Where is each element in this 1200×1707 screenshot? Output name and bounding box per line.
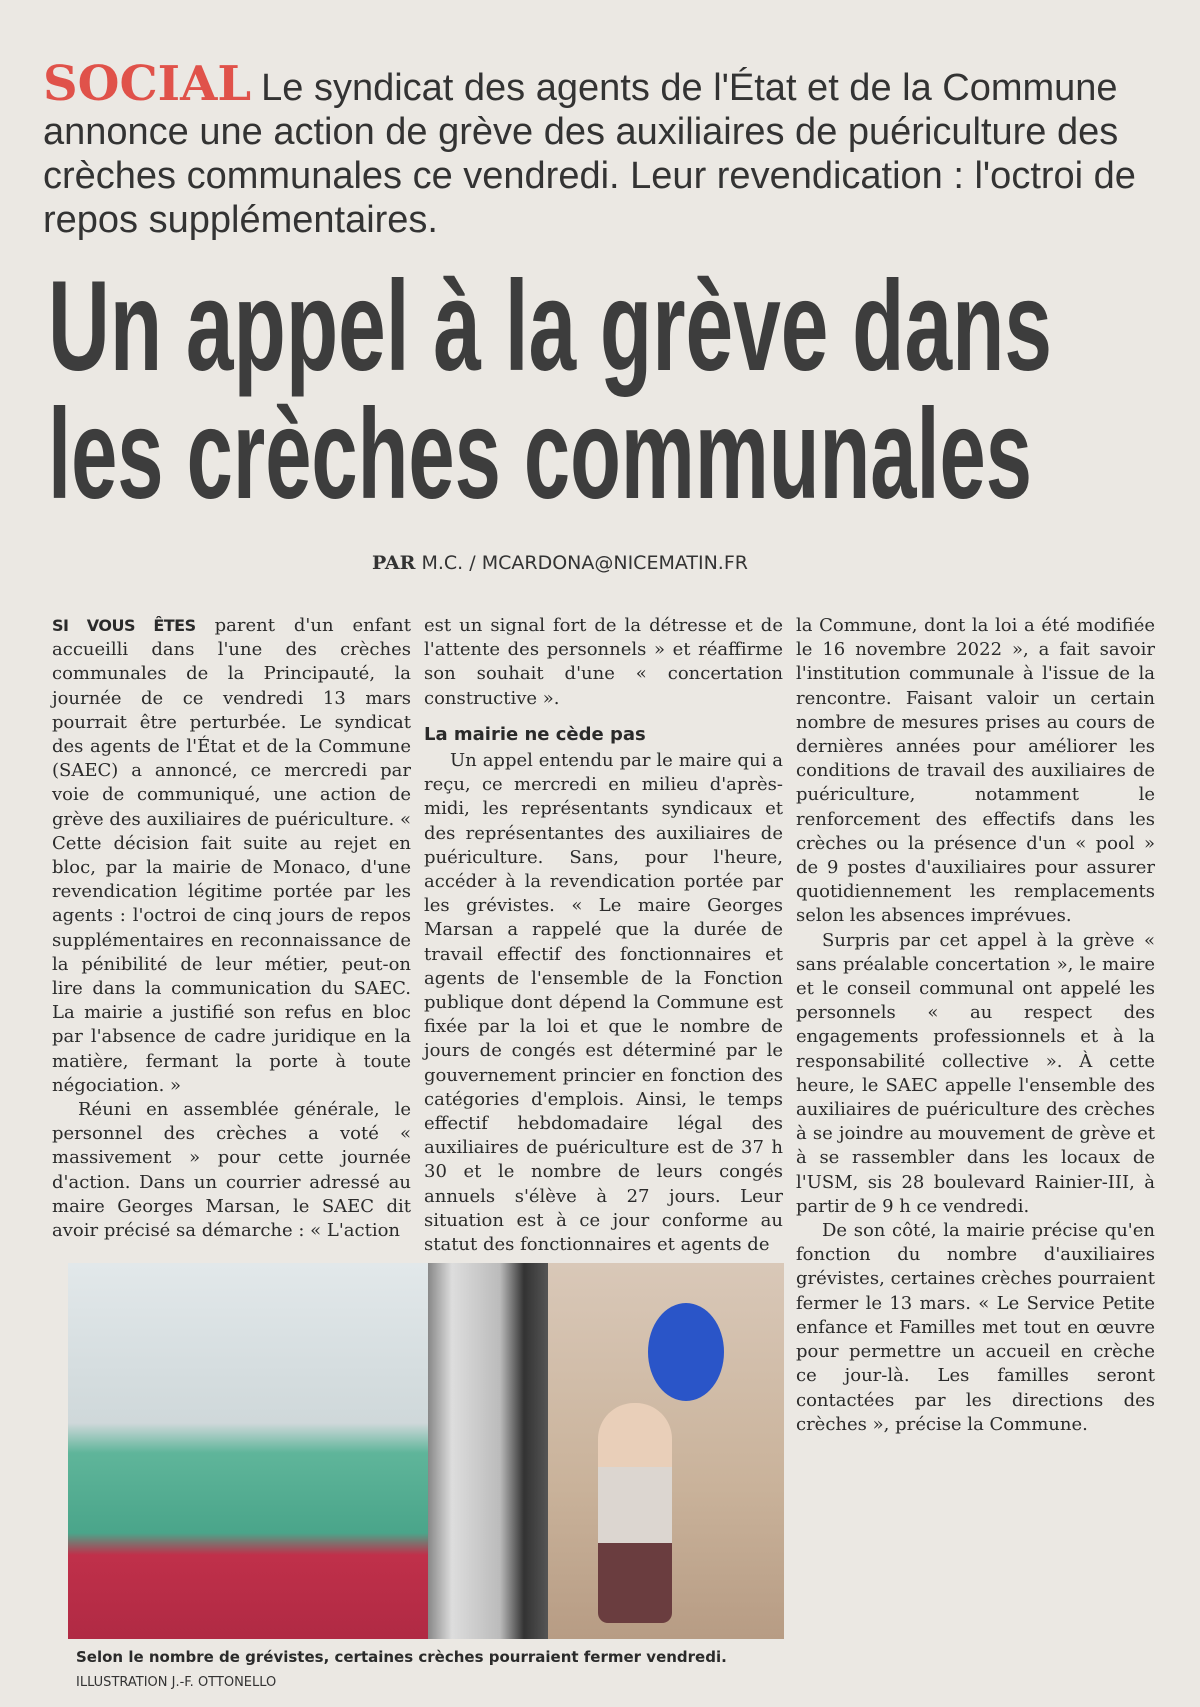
headline-line-1: Un appel à la grève dans bbox=[48, 262, 1052, 398]
subheading: La mairie ne cède pas bbox=[424, 723, 646, 745]
headline bbox=[44, 262, 1154, 522]
section-tag: SOCIAL bbox=[43, 56, 252, 112]
paragraph-5: De son côté, la mairie précise qu'en fonction du nombre d'auxiliaires grévistes, certaines crèches pourraient fermer le 13 mars. « Le Service Petite enfance et Familles met tout en œuvre pour permettre un accueil en crèche ce jour-là. Les familles seront contactées par les directions des crèches », précise la Commune. bbox=[796, 1220, 1155, 1435]
paragraph-3: Un appel entendu par le maire qui a reçu, ce mercredi en milieu d'après-midi, les représentants syndicaux et des représentantes des auxiliaires de puériculture. Sans, pour l'heure, accéder à la revendication portée par les grévistes. « Le maire Georges Marsan a rappelé que la durée de travail effectif des fonctionnaires et agents de l'ensemble de la Fonction publique dont dépend la Commune est fixée par la loi et que le nombre de jours de congés est déterminé par le gouvernement princier en fonction des catégories d'emplois. Ainsi, le temps effectif hebdomadaire légal des auxiliaires de puériculture est de 37 h 30 et le nombre de leurs congés annuels s'élève à 27 jours. Leur situation est à ce jour conforme au statut des fonctionnaires et agents de la Commune, dont la loi a été modifiée le 16 novembre 2022 », a fait savoir l'institution communale à l'issue de la rencontre. Faisant valoir un certain nombre de mesures prises au cours de dernières années pour améliorer les conditions de travail des auxiliaires de puériculture, notamment le renforcement des effectifs dans les crèches ou la présence d'un « pool » de 9 postes d'auxiliaires pour assurer quotidiennement les remplacements selon les absences imprévues. bbox=[424, 614, 1155, 1692]
byline-author: M.C. / MCARDONA@NICEMATIN.FR bbox=[421, 552, 748, 574]
lead-in: SI VOUS ÊTES bbox=[52, 616, 196, 635]
paragraph-2: Réuni en assemblée générale, le personnel des crèches a voté « massivement » pour cette journée d'action. Dans un courrier adressé au maire Georges Marsan, le SAEC dit avoir précisé sa démarche : « L'action est un signal fort de la détresse et de l'attente des personnels » et réaffirme son souhait d'une « concertation constructive ». bbox=[52, 614, 783, 1692]
photo-room bbox=[68, 1263, 468, 1639]
photo-door bbox=[428, 1263, 548, 1639]
paragraph-4: Surpris par cet appel à la grève « sans préalable concertation », le maire et le conseil communal ont appelé les personnels « au respect des engagements professionnels et à la responsabilité collective ». À cette heure, le SAEC appelle l'ensemble des auxiliaires de puériculture des crèches à se joindre au mouvement de grève et à se rassembler dans les locaux de l'USM, sis 28 boulevard Rainier-III, à partir de 9 h ce vendredi. bbox=[796, 929, 1155, 1217]
article-photo bbox=[68, 1263, 784, 1639]
kicker-text: Le syndicat des agents de l'État et de la Commune annonce une action de grève des auxiliaires de puériculture des crèches communales ce vendredi. Leur revendication : l'octroi de repos supplémentaires. bbox=[43, 67, 1136, 241]
photo-child bbox=[598, 1403, 672, 1623]
kicker bbox=[43, 56, 1158, 242]
photo-blue-disc bbox=[648, 1303, 724, 1401]
photo-caption: Selon le nombre de grévistes, certaines crèches pourraient fermer vendredi. bbox=[76, 1648, 727, 1666]
photo-credit: ILLUSTRATION J.-F. OTTONELLO bbox=[76, 1675, 277, 1690]
byline-par: PAR bbox=[372, 552, 416, 574]
byline bbox=[372, 552, 748, 574]
paragraph-1: parent d'un enfant accueilli dans l'une des crèches communales de la Principauté, la journée de ce vendredi 13 mars pourrait être perturbée. Le syndicat des agents de l'État et de la Commune (SAEC) a annoncé, ce mercredi par voie de communiqué, une action de grève des auxiliaires de puériculture. « Cette décision fait suite au rejet en bloc, par la mairie de Monaco, d'une revendication légitime portée par les agents : l'octroi de cinq jours de repos supplémentaires en reconnaissance de la pénibilité de leur métier, peut-on lire dans la communication du SAEC. La mairie a justifié son refus en bloc par l'absence de cadre juridique en la matière, fermant la porte à toute négociation. » bbox=[52, 615, 411, 1096]
headline-line-2: les crèches communales bbox=[48, 383, 1032, 522]
